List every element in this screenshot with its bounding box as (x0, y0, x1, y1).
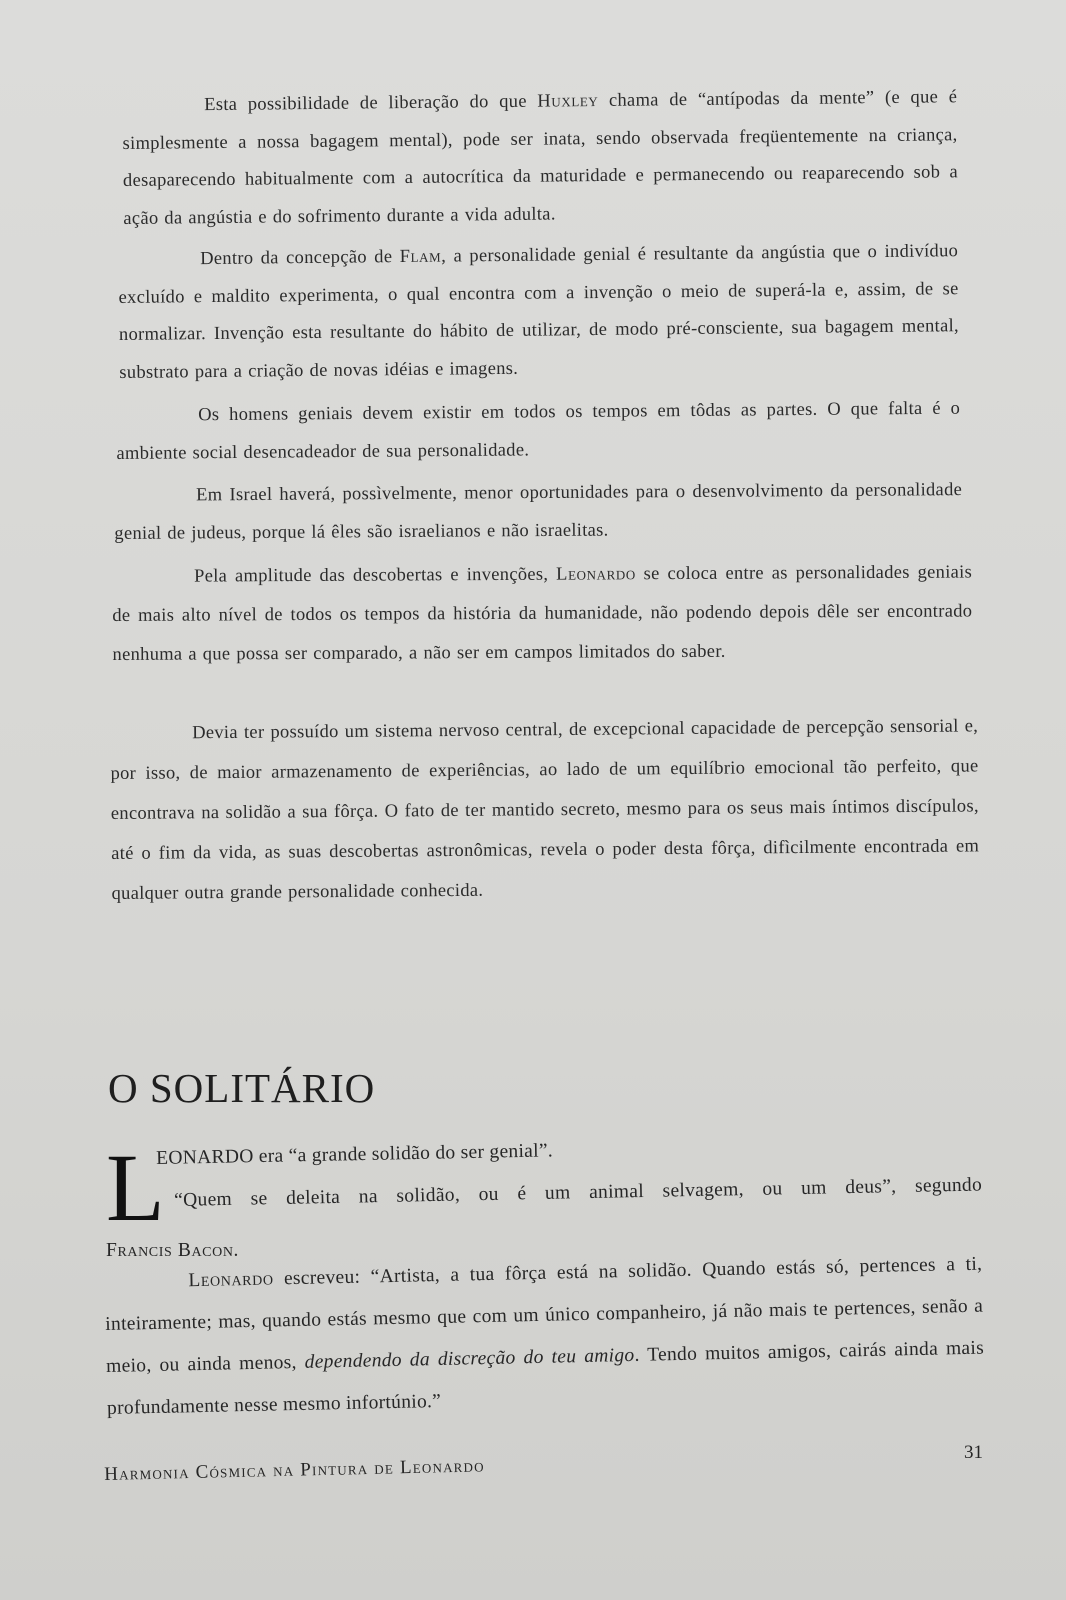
section-line-leonardo: EONARDO era “a grande solidão do ser genial”. (156, 1140, 554, 1169)
paragraph-text: . (233, 1240, 239, 1261)
name-francis-bacon: Francis Bacon (106, 1240, 234, 1261)
paragraph-homens-geniais: Os homens geniais devem existir em todos os tempos em tôdas as partes. O que falta é o ambiente social desencadeador de sua personalidade. (116, 398, 961, 464)
author-name-flam: Flam (399, 246, 442, 268)
drop-cap-letter: L (106, 1134, 165, 1241)
paragraph-text: . Tendo muitos amigos, cairás ainda mais profundamente nesse mesmo infortúnio.” (106, 1337, 985, 1419)
paragraph-sistema-nervoso: Devia ter possuído um sistema nervoso central, de excepcional capacidade de percepção sensorial e, por isso, de maior armazenamento de experiências, ao lado de um equilíbrio emocional tão perfeito, que encontrava na solidão a sua fôrça. O fato de ter mantido secreto, mesmo para os seus mais íntimos discípulos, até o fim da vida, as suas descobertas astronômicas, revela o poder desta fôrça, difìcilmente encontrada em qualquer outra grande personalidade conhecida. (110, 716, 980, 904)
italic-phrase: dependendo da discreção do teu amigo (304, 1344, 635, 1373)
name-leonardo: Leonardo (556, 564, 636, 585)
paragraph-flam (118, 233, 960, 392)
paragraph-israel: Em Israel haverá, possìvelmente, menor oportunidades para o desenvolvimento da personalidade genial de judeus, porque lá êles são israelianos e não israelitas. (114, 480, 963, 544)
page-number: 31 (964, 1442, 983, 1463)
paragraph-text: Pela amplitude das descobertas e invenções, (194, 564, 557, 587)
paragraph-text: , a personalidade genial é resultante da angústia que o indivíduo excluído e maldito experimenta, o qual encontra com a invenção o meio de superá-la e, assim, de se normalizar. Invenção esta resultante do hábito de utilizar, de modo pré-consciente, sua bagagem mental, substrato para a criação de novas idéias e imagens. (118, 241, 960, 383)
paragraph-leonardo-quote (104, 1244, 985, 1430)
paragraph-huxley (122, 79, 959, 238)
section-heading: O SOLITÁRIO (108, 1065, 376, 1111)
section-line-quote-bacon: “Quem se deleita na solidão, ou é um animal selvagem, ou um deus”, segundo (174, 1174, 983, 1211)
paragraph-text: escreveu: “Artista, a tua fôrça está na solidão. Quando estás só, pertences a ti, inteiramente; mas, quando estás mesmo que com um único companheiro, já não mais te pertences, senão a meio, ou ainda menos, (105, 1253, 984, 1377)
paragraph-text: se coloca entre as personalidades geniais de mais alto nível de todos os tempos da história da humanidade, não podendo depois dêle ser encontrado nenhuma a que possa ser comparado, a não ser em campos limitados do saber. (112, 562, 973, 665)
paragraph-text: Dentro da concepção de (200, 247, 400, 270)
author-name-huxley: Huxley (537, 91, 599, 112)
paragraph-amplitude (112, 553, 973, 675)
name-leonardo: Leonardo (188, 1268, 274, 1292)
paragraph-text: chama de “antípodas da mente” (e que é simplesmente a nossa bagagem mental), pode ser inata, sendo observada freqüentemente na criança, desaparecendo habitualmente com a autocrítica da maturidade e permanecendo ou reaparecendo sob a ação da angústia e do sofrimento durante a vida adulta. (122, 87, 959, 229)
running-footer-title: Harmonia Cósmica na Pintura de Leonardo (104, 1455, 485, 1485)
paragraph-text: Esta possibilidade de liberação do que (204, 91, 538, 116)
